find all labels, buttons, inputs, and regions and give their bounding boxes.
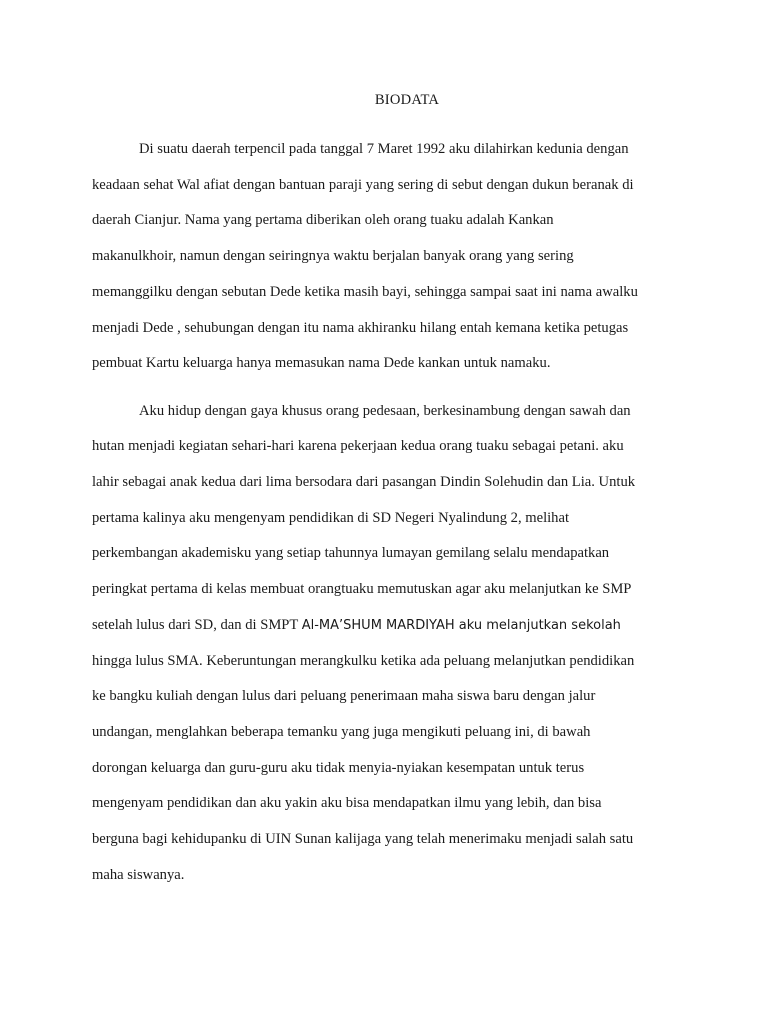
paragraph-1-line: menjadi Dede , sehubungan dengan itu nama akhiranku hilang entah kemana ketika petugas — [92, 320, 629, 336]
paragraph-2-line: ke bangku kuliah dengan lulus dari peluang penerimaan maha siswa baru dengan jalur — [92, 688, 596, 704]
paragraph-2-line: perkembangan akademisku yang setiap tahunnya lumayan gemilang selalu mendapatkan — [92, 545, 610, 561]
paragraph-2-line: dorongan keluarga dan guru-guru aku tidak menyia-nyiakan kesempatan untuk terus — [92, 760, 585, 776]
paragraph-1-line: makanulkhoir, namun dengan seiringnya waktu berjalan banyak orang yang sering — [92, 248, 574, 264]
paragraph-1-line: Di suatu daerah terpencil pada tanggal 7 Maret 1992 aku dilahirkan kedunia dengan — [139, 141, 629, 157]
paragraph-2-line: lahir sebagai anak kedua dari lima bersodara dari pasangan Dindin Solehudin dan Lia. Untuk — [92, 474, 636, 490]
line-alt-font-part: Al-MA’SHUM MARDIYAH aku melanjutkan sekolah — [301, 618, 621, 633]
document-title: BIODATA — [374, 92, 440, 108]
paragraph-2-line-mixed-font — [92, 617, 621, 634]
paragraph-2-line: hutan menjadi kegiatan sehari-hari karena pekerjaan kedua orang tuaku sebagai petani. aku — [92, 438, 624, 454]
line-serif-part: setelah lulus dari SD, dan di SMPT — [92, 617, 302, 633]
paragraph-2-line: undangan, menglahkan beberapa temanku yang juga mengikuti peluang ini, di bawah — [92, 724, 591, 740]
paragraph-2-line: mengenyam pendidikan dan aku yakin aku bisa mendapatkan ilmu yang lebih, dan bisa — [92, 795, 602, 811]
paragraph-2-line: hingga lulus SMA. Keberuntungan merangkulku ketika ada peluang melanjutkan pendidikan — [92, 653, 635, 669]
paragraph-2-line: maha siswanya. — [92, 867, 185, 883]
paragraph-1-line: daerah Cianjur. Nama yang pertama diberikan oleh orang tuaku adalah Kankan — [92, 212, 554, 228]
paragraph-2-line: pertama kalinya aku mengenyam pendidikan di SD Negeri Nyalindung 2, melihat — [92, 510, 570, 526]
paragraph-1-line: memanggilku dengan sebutan Dede ketika masih bayi, sehingga sampai saat ini nama awalku — [92, 284, 638, 300]
paragraph-2-line: berguna bagi kehidupanku di UIN Sunan kalijaga yang telah menerimaku menjadi salah satu — [92, 831, 634, 847]
paragraph-1-line: pembuat Kartu keluarga hanya memasukan nama Dede kankan untuk namaku. — [92, 355, 551, 371]
paragraph-1-line: keadaan sehat Wal afiat dengan bantuan paraji yang sering di sebut dengan dukun beranak di — [92, 177, 634, 193]
paragraph-2-line: Aku hidup dengan gaya khusus orang pedesaan, berkesinambung dengan sawah dan — [139, 403, 631, 419]
paragraph-2-line: peringkat pertama di kelas membuat orangtuaku memutuskan agar aku melanjutkan ke SMP — [92, 581, 632, 597]
